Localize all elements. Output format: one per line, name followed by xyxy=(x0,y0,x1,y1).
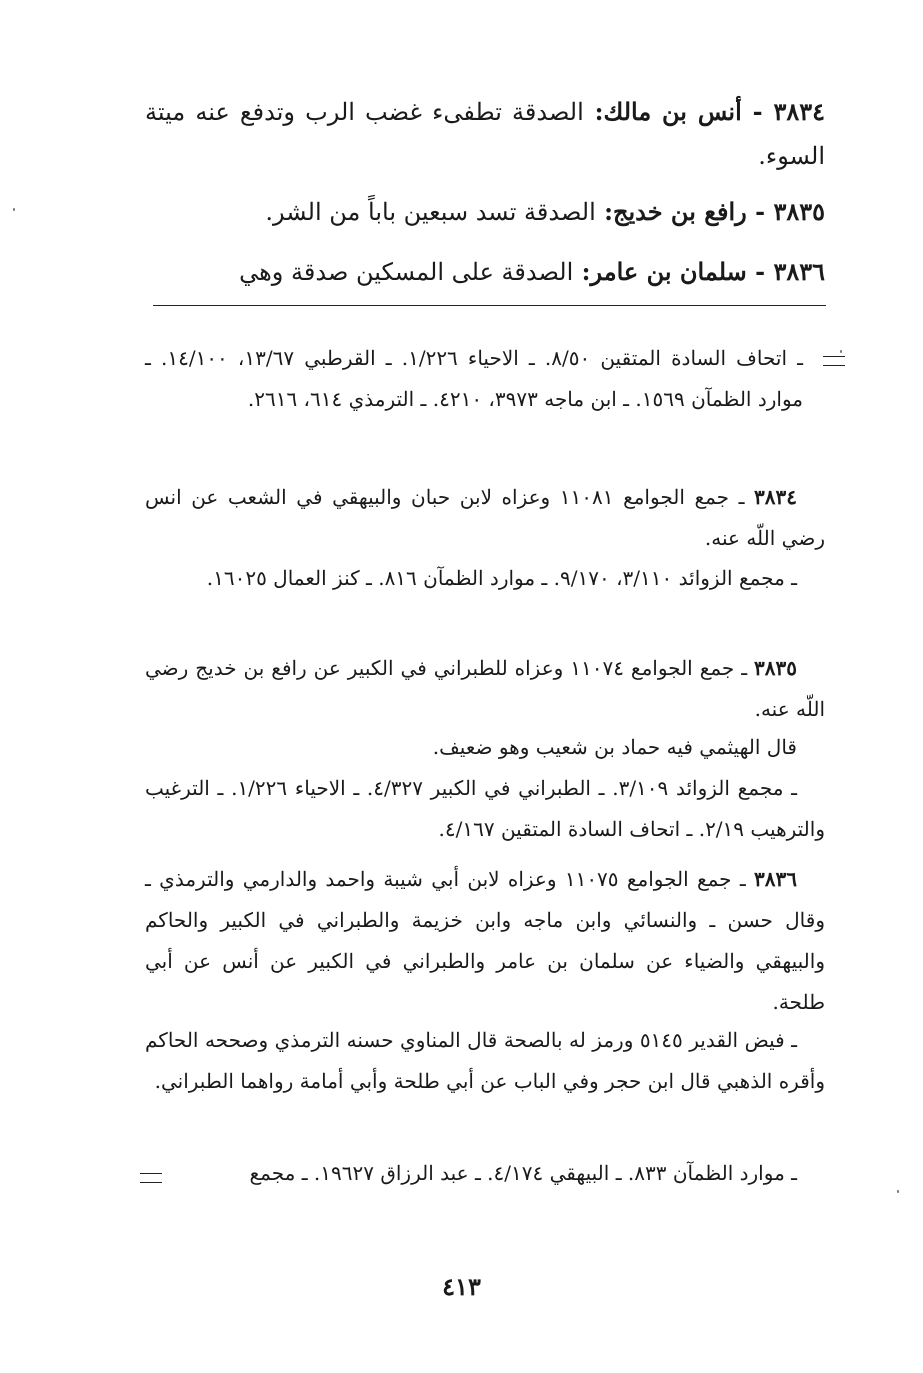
footnote-number: ٣٨٣٦ xyxy=(754,867,797,891)
footnote-3835-refs: ـ مجمع الزوائد ٣/١٠٩. ـ الطبراني في الكبير ٤/٣٢٧. ـ الاحياء ١/٢٢٦. ـ الترغيب والترهيب ٢/١٩. ـ اتحاف السادة المتقين ٤/١٦٧. xyxy=(145,776,825,841)
hadith-text: الصدقة على المسكين صدقة وهي xyxy=(239,258,574,286)
hadith-number: ٣٨٣٦ xyxy=(773,257,825,286)
hadith-narrator: رافع بن خديج: xyxy=(604,197,747,226)
hadith-text: الصدقة تسد سبعين باباً من الشر. xyxy=(265,198,596,226)
hadith-number: ٣٨٣٤ xyxy=(773,97,826,126)
footnote-3835-note: قال الهيثمي فيه حماد بن شعيب وهو ضعيف. xyxy=(432,735,797,759)
footnote-text: ـ جمع الجوامع ١١٠٨١ وعزاه لابن حبان والبيهقي في الشعب عن انس رضي اللّه عنه. xyxy=(145,485,825,550)
footnote-3836 xyxy=(145,859,825,1023)
hadith-text: الصدقة تطفىء غضب الرب وتدفع عنه ميتة السوء. xyxy=(145,98,825,170)
footnote-text: ـ جمع الجوامع ١١٠٧٥ وعزاه لابن أبي شيبة واحمد والدارمي والترمذي ـ وقال حسن ـ والنسائي وابن ماجه وابن خزيمة والطبراني في الكبير والحاكم والبيهقي والضياء عن سلمان بن عامر والطبراني في الكبير عن أنس عن أبي طلحة. xyxy=(145,867,825,1014)
hadith-entry-3835: ٣٨٣٥ - رافع بن خديج: الصدقة تسد سبعين باباً من الشر. xyxy=(265,197,825,226)
scan-speck xyxy=(840,350,842,353)
footnote-3834-refs: ـ مجمع الزوائد ٣/١١٠، ٩/١٧٠. ـ موارد الظمآن ٨١٦. ـ كنز العمال ١٦٠٢٥. xyxy=(206,566,797,590)
footnote-number: ٣٨٣٥ xyxy=(754,656,797,680)
footnote-separator xyxy=(153,305,826,306)
footnote-3836-refs: ـ موارد الظمآن ٨٣٣. ـ البيهقي ٤/١٧٤. ـ عبد الرزاق ١٩٦٢٧. ـ مجمع xyxy=(249,1161,797,1185)
hadith-narrator: أنس بن مالك: xyxy=(594,97,742,126)
footnote-3834 xyxy=(145,477,825,559)
hadith-entry-3836: ٣٨٣٦ - سلمان بن عامر: الصدقة على المسكين صدقة وهي xyxy=(239,257,825,286)
continuation-mark xyxy=(823,356,845,366)
continuation-mark xyxy=(140,1173,162,1183)
hadith-narrator: سلمان بن عامر: xyxy=(581,257,747,286)
footnote-3836-note: ـ فيض القدير ٥١٤٥ ورمز له بالصحة قال المناوي حسنه الترمذي وصححه الحاكم وأقره الذهبي قال ابن حجر وفي الباب عن أبي طلحة وأبي أمامة رواهما الطبراني. xyxy=(145,1028,825,1093)
footnote-continuation: ـ اتحاف السادة المتقين ٨/٥٠. ـ الاحياء ١/٢٢٦. ـ القرطبي ١٣/٦٧، ١٤/١٠٠. ـ موارد الظمآن ١٥٦٩. ـ ابن ماجه ٣٩٧٣، ٤٢١٠. ـ الترمذي ٦١٤، ٢٦١٦. xyxy=(145,346,804,411)
hadith-entry-3834: ٣٨٣٤ - أنس بن مالك: الصدقة تطفىء غضب الرب وتدفع عنه ميتة السوء. xyxy=(145,97,826,170)
footnote-text: ـ جمع الجوامع ١١٠٧٤ وعزاه للطبراني في الكبير عن رافع بن خديج رضي اللّه عنه. xyxy=(145,656,825,721)
footnote-number: ٣٨٣٤ xyxy=(754,485,797,509)
scan-speck xyxy=(897,1190,899,1193)
hadith-number: ٣٨٣٥ xyxy=(773,197,825,226)
scan-speck xyxy=(13,208,15,211)
page-number: ٤١٣ xyxy=(442,1272,481,1301)
footnote-3835 xyxy=(145,648,825,730)
